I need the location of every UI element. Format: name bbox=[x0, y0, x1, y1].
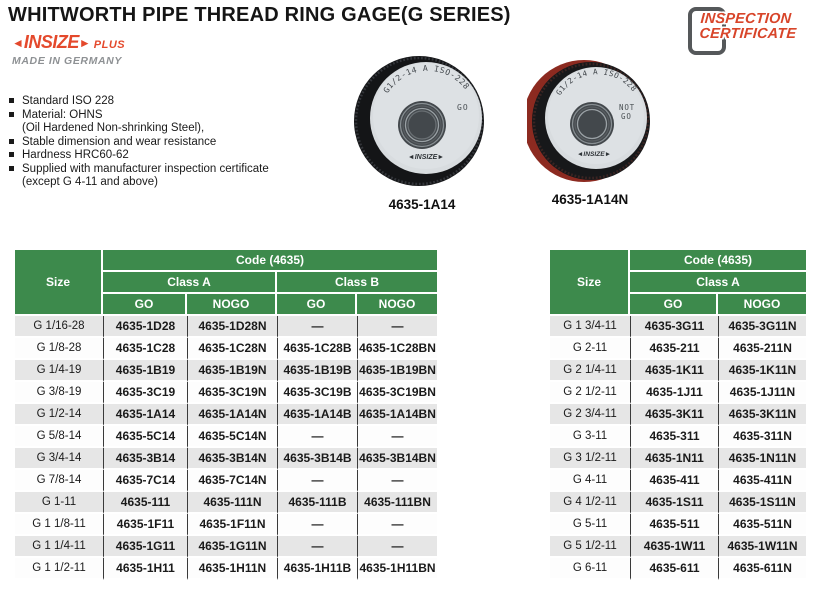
code-cell: 4635-3C19B bbox=[277, 382, 357, 404]
size-cell: G 7/8-14 bbox=[15, 470, 103, 492]
product-code-caption: 4635-1A14N bbox=[551, 192, 629, 207]
nogo-column-header: NOGO bbox=[718, 294, 806, 316]
code-cell: — bbox=[357, 536, 437, 558]
code-cell: 4635-1G11 bbox=[103, 536, 187, 558]
size-cell: G 3 1/2-11 bbox=[550, 448, 630, 470]
size-cell: G 2 1/4-11 bbox=[550, 360, 630, 382]
class-b-header: Class B bbox=[277, 272, 437, 294]
size-cell: G 1-11 bbox=[15, 492, 103, 514]
code-cell: 4635-1F11 bbox=[103, 514, 187, 536]
feature-item bbox=[8, 163, 348, 176]
code-cell: 4635-1N11 bbox=[630, 448, 718, 470]
table-row bbox=[15, 382, 437, 404]
table-row bbox=[15, 558, 437, 580]
code-cell: — bbox=[357, 316, 437, 338]
insize-logo bbox=[12, 33, 125, 54]
table-row bbox=[15, 360, 437, 382]
table-row bbox=[15, 338, 437, 360]
code-cell: — bbox=[277, 426, 357, 448]
code-cell: 4635-3K11N bbox=[718, 404, 806, 426]
table-row bbox=[550, 404, 806, 426]
size-cell: G 5-11 bbox=[550, 514, 630, 536]
gage-code-table-right bbox=[550, 250, 806, 580]
code-cell: 4635-1H11 bbox=[103, 558, 187, 580]
code-cell: 4635-611 bbox=[630, 558, 718, 580]
page-title: WHITWORTH PIPE THREAD RING GAGE(G SERIES) bbox=[8, 4, 511, 26]
table-row bbox=[15, 448, 437, 470]
size-cell: G 2-11 bbox=[550, 338, 630, 360]
size-cell: G 5 1/2-11 bbox=[550, 536, 630, 558]
code-cell: 4635-1S11 bbox=[630, 492, 718, 514]
code-header: Code (4635) bbox=[630, 250, 806, 272]
feature-item bbox=[8, 109, 348, 122]
code-cell: 4635-3G11N bbox=[718, 316, 806, 338]
feature-text: Standard ISO 228 bbox=[22, 95, 115, 107]
code-cell: 4635-3C19 bbox=[103, 382, 187, 404]
code-header: Code (4635) bbox=[103, 250, 437, 272]
size-cell: G 2 1/2-11 bbox=[550, 382, 630, 404]
code-cell: 4635-211N bbox=[718, 338, 806, 360]
size-cell: G 3/8-19 bbox=[15, 382, 103, 404]
table-row bbox=[550, 470, 806, 492]
size-cell: G 4-11 bbox=[550, 470, 630, 492]
code-cell: 4635-1A14N bbox=[187, 404, 277, 426]
ring-insize-mark: ◄INSIZE► bbox=[407, 154, 445, 161]
feature-item bbox=[8, 122, 348, 135]
table-row bbox=[550, 382, 806, 404]
feature-item bbox=[8, 176, 348, 189]
code-cell: 4635-1S11N bbox=[718, 492, 806, 514]
feature-text: Stable dimension and wear resistance bbox=[22, 135, 217, 148]
size-cell: G 3-11 bbox=[550, 426, 630, 448]
go-column-header: GO bbox=[103, 294, 187, 316]
code-cell: 4635-511 bbox=[630, 514, 718, 536]
code-cell: 4635-1H11BN bbox=[357, 558, 437, 580]
size-cell: G 3/4-14 bbox=[15, 448, 103, 470]
code-cell: 4635-1H11B bbox=[277, 558, 357, 580]
code-cell: 4635-1B19B bbox=[277, 360, 357, 382]
code-cell: 4635-1B19 bbox=[103, 360, 187, 382]
product-code-caption: 4635-1A14 bbox=[388, 197, 456, 212]
notgo-mark-label: NOT GO bbox=[619, 103, 635, 121]
feature-item bbox=[8, 149, 348, 162]
code-cell: 4635-1C28BN bbox=[357, 338, 437, 360]
code-cell: 4635-1D28N bbox=[187, 316, 277, 338]
feature-item bbox=[8, 95, 348, 108]
code-cell: 4635-1A14B bbox=[277, 404, 357, 426]
code-cell: 4635-3G11 bbox=[630, 316, 718, 338]
table-row bbox=[15, 514, 437, 536]
table-row bbox=[550, 536, 806, 558]
code-cell: — bbox=[277, 316, 357, 338]
brand-block bbox=[12, 33, 125, 67]
code-cell: 4635-3C19BN bbox=[357, 382, 437, 404]
code-cell: 4635-1K11 bbox=[630, 360, 718, 382]
code-cell: 4635-1W11N bbox=[718, 536, 806, 558]
logo-word: INSIZE bbox=[23, 32, 79, 52]
code-cell: 4635-3B14N bbox=[187, 448, 277, 470]
nogo-column-header: NOGO bbox=[187, 294, 277, 316]
size-column-header: Size bbox=[15, 250, 103, 316]
code-cell: 4635-5C14N bbox=[187, 426, 277, 448]
code-cell: 4635-411N bbox=[718, 470, 806, 492]
logo-right-arrow-icon: ► bbox=[78, 36, 91, 50]
size-cell: G 1 1/8-11 bbox=[15, 514, 103, 536]
size-cell: G 4 1/2-11 bbox=[550, 492, 630, 514]
table-row bbox=[15, 470, 437, 492]
code-cell: 4635-111BN bbox=[357, 492, 437, 514]
class-a-header: Class A bbox=[103, 272, 277, 294]
code-cell: 4635-1C28 bbox=[103, 338, 187, 360]
table-row bbox=[15, 492, 437, 514]
nogo-ring-gage-image bbox=[527, 58, 653, 184]
certificate-label bbox=[699, 12, 798, 42]
table-row bbox=[550, 338, 806, 360]
code-cell: 4635-3C19N bbox=[187, 382, 277, 404]
product-go-ring bbox=[354, 53, 490, 212]
code-cell: 4635-211 bbox=[630, 338, 718, 360]
code-cell: 4635-1B19N bbox=[187, 360, 277, 382]
logo-left-arrow-icon: ◄ bbox=[12, 36, 24, 50]
go-ring-gage-image bbox=[354, 53, 490, 189]
code-cell: 4635-1C28N bbox=[187, 338, 277, 360]
nogo-column-header: NOGO bbox=[357, 294, 437, 316]
feature-text: Supplied with manufacturer inspection certificate bbox=[22, 162, 269, 175]
ring-marking-text: G1/2-14 A ISO-228 bbox=[381, 63, 472, 95]
code-cell: — bbox=[357, 470, 437, 492]
code-cell: — bbox=[357, 426, 437, 448]
code-cell: 4635-7C14 bbox=[103, 470, 187, 492]
feature-list bbox=[8, 95, 348, 190]
feature-item bbox=[8, 136, 348, 149]
size-cell: G 1/4-19 bbox=[15, 360, 103, 382]
code-cell: 4635-111N bbox=[187, 492, 277, 514]
code-cell: 4635-1G11N bbox=[187, 536, 277, 558]
ring-insize-mark: ◄INSIZE► bbox=[576, 151, 612, 158]
size-cell: G 1 3/4-11 bbox=[550, 316, 630, 338]
code-cell: 4635-1F11N bbox=[187, 514, 277, 536]
table-row bbox=[15, 536, 437, 558]
code-cell: 4635-3B14BN bbox=[357, 448, 437, 470]
made-in-germany-label: MADE IN GERMANY bbox=[12, 55, 122, 67]
size-cell: G 1 1/2-11 bbox=[15, 558, 103, 580]
bullet-square-icon bbox=[9, 112, 14, 117]
class-a-header: Class A bbox=[630, 272, 806, 294]
code-cell: 4635-7C14N bbox=[187, 470, 277, 492]
size-cell: G 5/8-14 bbox=[15, 426, 103, 448]
code-cell: 4635-111 bbox=[103, 492, 187, 514]
bullet-square-icon bbox=[9, 139, 14, 144]
code-cell: 4635-1C28B bbox=[277, 338, 357, 360]
logo-plus-label: PLUS bbox=[93, 39, 126, 51]
code-cell: 4635-1K11N bbox=[718, 360, 806, 382]
code-cell: 4635-1A14 bbox=[103, 404, 187, 426]
code-cell: 4635-111B bbox=[277, 492, 357, 514]
code-cell: — bbox=[277, 536, 357, 558]
certificate-label-line1: INSPECTION bbox=[700, 11, 792, 27]
code-cell: 4635-311 bbox=[630, 426, 718, 448]
bullet-square-icon bbox=[9, 98, 14, 103]
size-cell: G 6-11 bbox=[550, 558, 630, 580]
code-cell: — bbox=[277, 514, 357, 536]
table-row bbox=[15, 316, 437, 338]
code-cell: 4635-1B19BN bbox=[357, 360, 437, 382]
size-cell: G 1/2-14 bbox=[15, 404, 103, 426]
product-nogo-ring bbox=[527, 58, 653, 207]
code-cell: — bbox=[357, 514, 437, 536]
table-row bbox=[550, 514, 806, 536]
go-column-header: GO bbox=[630, 294, 718, 316]
table-row bbox=[550, 360, 806, 382]
code-cell: 4635-611N bbox=[718, 558, 806, 580]
size-cell: G 2 3/4-11 bbox=[550, 404, 630, 426]
ring-marking-text: G1/2-14 A ISO-228 bbox=[554, 67, 639, 97]
gage-code-table-left bbox=[15, 250, 437, 580]
code-cell: 4635-3B14B bbox=[277, 448, 357, 470]
table-row bbox=[15, 426, 437, 448]
go-column-header: GO bbox=[277, 294, 357, 316]
size-cell: G 1 1/4-11 bbox=[15, 536, 103, 558]
code-cell: 4635-3B14 bbox=[103, 448, 187, 470]
table-row bbox=[550, 316, 806, 338]
code-cell: 4635-511N bbox=[718, 514, 806, 536]
code-cell: 4635-1H11N bbox=[187, 558, 277, 580]
table-row bbox=[550, 558, 806, 580]
feature-text: Hardness HRC60-62 bbox=[22, 149, 129, 161]
inspection-certificate-badge bbox=[686, 4, 812, 54]
certificate-label-line2: CERTIFICATE bbox=[698, 26, 797, 42]
code-cell: 4635-5C14 bbox=[103, 426, 187, 448]
code-cell: 4635-1A14BN bbox=[357, 404, 437, 426]
code-cell: 4635-411 bbox=[630, 470, 718, 492]
size-cell: G 1/16-28 bbox=[15, 316, 103, 338]
code-cell: 4635-1J11N bbox=[718, 382, 806, 404]
bullet-square-icon bbox=[9, 166, 14, 171]
table-row bbox=[550, 426, 806, 448]
feature-text: (Oil Hardened Non-shrinking Steel), bbox=[22, 122, 205, 134]
code-cell: 4635-3K11 bbox=[630, 404, 718, 426]
size-cell: G 1/8-28 bbox=[15, 338, 103, 360]
code-cell: 4635-311N bbox=[718, 426, 806, 448]
table-row bbox=[550, 492, 806, 514]
bullet-square-icon bbox=[9, 152, 14, 157]
feature-text: Material: OHNS bbox=[22, 108, 103, 121]
code-cell: — bbox=[277, 470, 357, 492]
table-row bbox=[15, 404, 437, 426]
feature-text: (except G 4-11 and above) bbox=[22, 176, 158, 188]
table-row bbox=[550, 448, 806, 470]
code-cell: 4635-1D28 bbox=[103, 316, 187, 338]
size-column-header: Size bbox=[550, 250, 630, 316]
code-cell: 4635-1N11N bbox=[718, 448, 806, 470]
go-mark-label: GO bbox=[457, 103, 469, 112]
code-cell: 4635-1W11 bbox=[630, 536, 718, 558]
code-cell: 4635-1J11 bbox=[630, 382, 718, 404]
